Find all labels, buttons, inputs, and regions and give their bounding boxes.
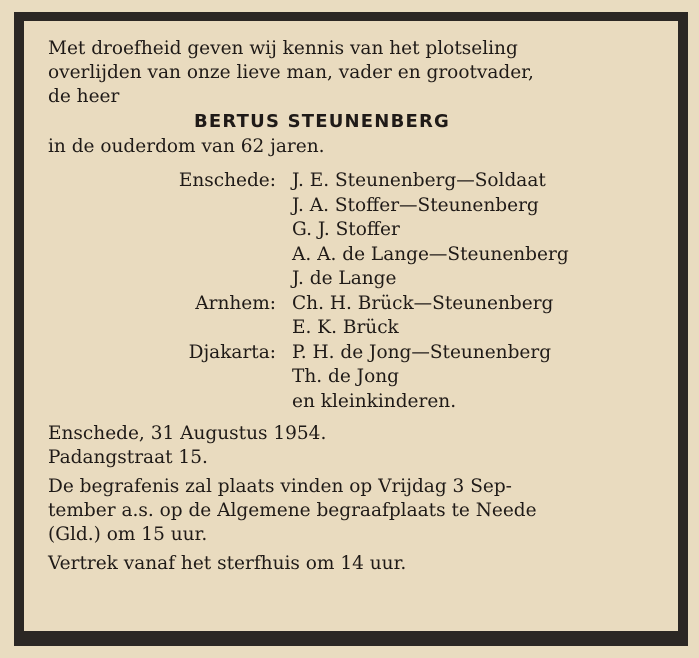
- family-row: [48, 194, 666, 219]
- death-notice: [48, 37, 666, 576]
- family-member: A. A. de Lange—Steunenberg: [292, 243, 569, 265]
- family-member: P. H. de Jong—Steunenberg: [292, 341, 552, 363]
- family-member: G. J. Stoffer: [292, 219, 400, 240]
- family-place: Djakarta:: [188, 341, 276, 363]
- family-row: [48, 267, 666, 292]
- family-member: J. de Lange: [292, 268, 397, 289]
- family-row: [48, 316, 666, 341]
- funeral-line-3: (Gld.) om 15 uur.: [48, 524, 208, 545]
- age-line: in de ouderdom van 62 jaren.: [48, 136, 325, 157]
- intro-line-2: overlijden van onze lieve man, vader en grootvader,: [48, 62, 534, 83]
- intro-line-1: Met droefheid geven wij kennis van het plotseling: [48, 38, 518, 59]
- family-member: en kleinkinderen.: [292, 390, 457, 412]
- family-place: Enschede:: [178, 170, 276, 191]
- family-row: [48, 218, 666, 243]
- deceased-name: BERTUS STEUNENBERG: [194, 111, 451, 132]
- family-row: [48, 292, 666, 317]
- departure-line: Vertrek vanaf het sterfhuis om 14 uur.: [48, 553, 407, 574]
- family-member: E. K. Brück: [292, 317, 399, 338]
- family-row: [48, 243, 666, 268]
- family-row: [48, 341, 666, 366]
- funeral-line-2: tember a.s. op de Algemene begraafplaats te Neede: [48, 500, 537, 521]
- death-notice-frame: [14, 12, 688, 646]
- spacer: [48, 414, 666, 422]
- family-member: J. E. Steunenberg—Soldaat: [292, 170, 546, 191]
- family-row: [48, 365, 666, 390]
- funeral-line-1: De begrafenis zal plaats vinden op Vrijdag 3 Sep-: [48, 476, 512, 497]
- family-member: J. A. Stoffer—Steunenberg: [292, 194, 539, 216]
- family-row: [48, 390, 666, 415]
- family-row: [48, 169, 666, 194]
- family-member: Ch. H. Brück—Steunenberg: [292, 292, 554, 314]
- intro-line-3: de heer: [48, 86, 120, 107]
- family-member: Th. de Jong: [292, 366, 399, 387]
- family-place: Arnhem:: [195, 292, 276, 314]
- place-date: Enschede, 31 Augustus 1954.: [48, 423, 327, 444]
- family-list: [48, 169, 666, 414]
- address: Padangstraat 15.: [48, 447, 208, 468]
